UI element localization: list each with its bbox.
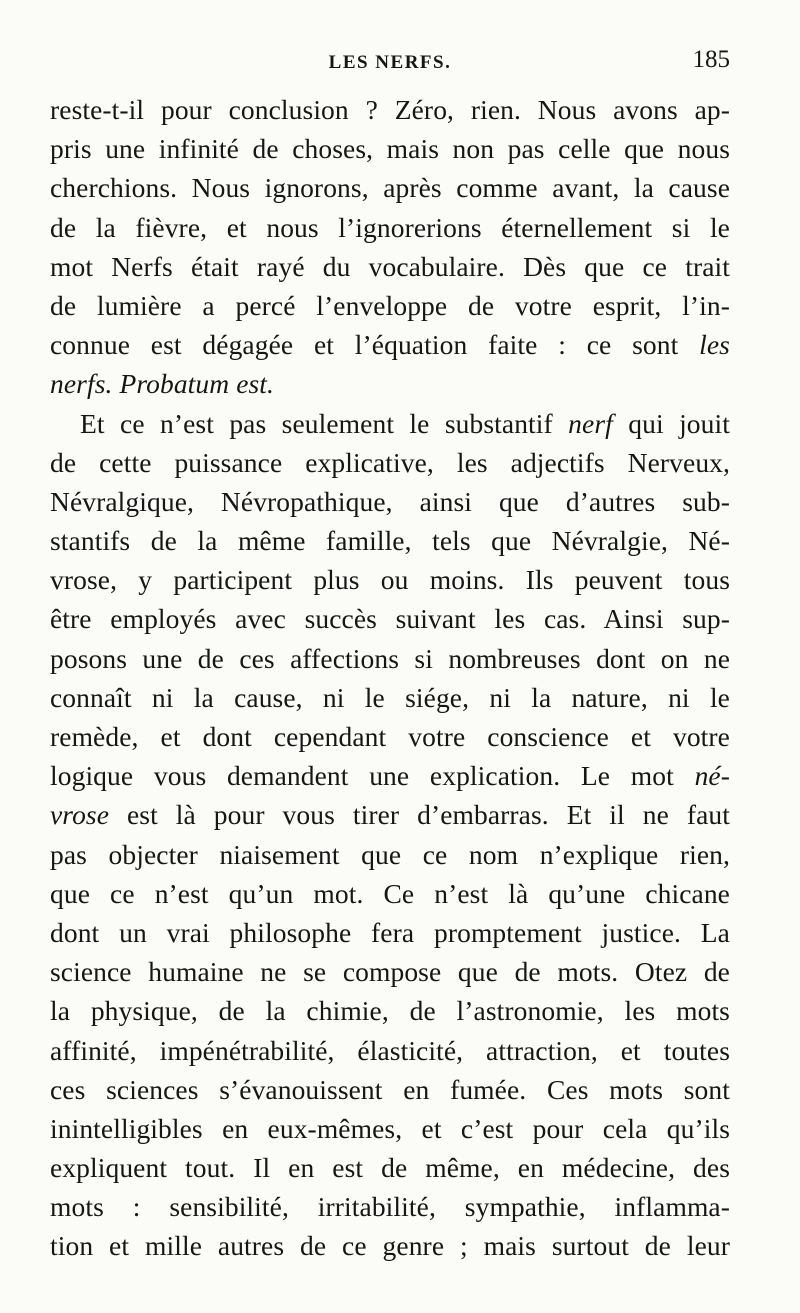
text-line xyxy=(50,521,730,560)
page-header xyxy=(50,46,730,76)
text-line xyxy=(50,560,730,599)
text-run: affinité, impénétrabilité, élasticité, attraction, et toutes xyxy=(50,1034,730,1066)
text-run: logique vous demandent une explication. Le mot xyxy=(50,760,695,792)
italic-text: nerfs. Probatum est. xyxy=(50,368,275,400)
text-line xyxy=(50,717,730,756)
text-line xyxy=(50,404,730,443)
text-line xyxy=(50,364,730,403)
text-run: expliquent tout. Il en est de même, en médecine, des xyxy=(50,1152,730,1184)
italic-text: nerf xyxy=(568,407,613,439)
text-line xyxy=(50,913,730,952)
text-run: Et ce n’est pas seulement le substantif xyxy=(80,407,569,439)
italic-text: vrose xyxy=(50,799,110,831)
text-run: de lumière a percé l’enveloppe de votre esprit, l’in- xyxy=(50,289,730,321)
text-run: est là pour vous tirer d’embarras. Et il ne faut xyxy=(109,799,730,831)
text-run: remède, et dont cependant votre conscience et votre xyxy=(50,721,730,752)
text-run: connaît ni la cause, ni le siége, ni la nature, ni le xyxy=(50,681,730,713)
italic-text: né- xyxy=(694,760,730,792)
text-line xyxy=(50,325,730,364)
text-run: pas objecter niaisement que ce nom n’explique rien, xyxy=(50,838,730,870)
text-line xyxy=(50,129,730,168)
text-line xyxy=(50,482,730,521)
text-line xyxy=(50,208,730,247)
page-number: 185 xyxy=(692,46,730,73)
text-run: mots : sensibilité, irritabilité, sympathie, inflamma- xyxy=(50,1191,730,1223)
text-run: connue est dégagée et l’équation faite : ce sont xyxy=(50,329,700,361)
text-run: tion et mille autres de ce genre ; mais surtout de leur xyxy=(50,1230,730,1262)
text-run: science humaine ne se compose que de mots. Otez de xyxy=(50,956,730,988)
text-line xyxy=(50,1031,730,1070)
running-title: LES NERFS. xyxy=(328,52,452,73)
text-run: la physique, de la chimie, de l’astronomie, les mots xyxy=(50,995,730,1027)
text-line xyxy=(50,599,730,638)
text-line xyxy=(50,443,730,482)
text-line xyxy=(50,247,730,286)
text-run: de cette puissance explicative, les adjectifs Nerveux, xyxy=(50,446,730,478)
text-line xyxy=(50,874,730,913)
text-line xyxy=(50,90,730,129)
text-run: cherchions. Nous ignorons, après comme avant, la cause xyxy=(50,172,730,204)
text-line xyxy=(50,1109,730,1148)
italic-text: les xyxy=(699,329,730,361)
body-text xyxy=(50,90,730,1266)
text-run: ces sciences s’évanouissent en fumée. Ces mots sont xyxy=(50,1073,730,1105)
text-line xyxy=(50,1187,730,1226)
text-line xyxy=(50,1226,730,1265)
text-run: inintelligibles en eux-mêmes, et c’est pour cela qu’ils xyxy=(50,1112,730,1144)
text-run: être employés avec succès suivant les cas. Ainsi sup- xyxy=(50,603,730,635)
text-run: stantifs de la même famille, tels que Névralgie, Né- xyxy=(50,525,730,557)
text-run: dont un vrai philosophe fera promptement justice. La xyxy=(50,916,730,948)
text-run: vrose, y participent plus ou moins. Ils peuvent tous xyxy=(50,564,730,596)
text-line xyxy=(50,835,730,874)
text-line xyxy=(50,639,730,678)
text-run: mot Nerfs était rayé du vocabulaire. Dès que ce trait xyxy=(50,250,730,282)
text-run: posons une de ces affections si nombreuses dont on ne xyxy=(50,642,730,674)
text-line xyxy=(50,991,730,1030)
text-run: de la fièvre, et nous l’ignorerions éternellement si le xyxy=(50,211,730,243)
text-line xyxy=(50,756,730,795)
text-line xyxy=(50,952,730,991)
text-line xyxy=(50,678,730,717)
text-run: reste-t-il pour conclusion ? Zéro, rien. Nous avons ap- xyxy=(50,94,730,125)
text-run: que ce n’est qu’un mot. Ce n’est là qu’une chicane xyxy=(50,877,730,909)
text-run: Névralgique, Névropathique, ainsi que d’autres sub- xyxy=(50,485,730,517)
text-run: qui jouit xyxy=(612,407,730,439)
text-line xyxy=(50,795,730,834)
text-run: pris une infinité de choses, mais non pas celle que nous xyxy=(50,133,730,165)
text-line xyxy=(50,286,730,325)
text-line xyxy=(50,1070,730,1109)
text-line xyxy=(50,168,730,207)
text-line xyxy=(50,1148,730,1187)
